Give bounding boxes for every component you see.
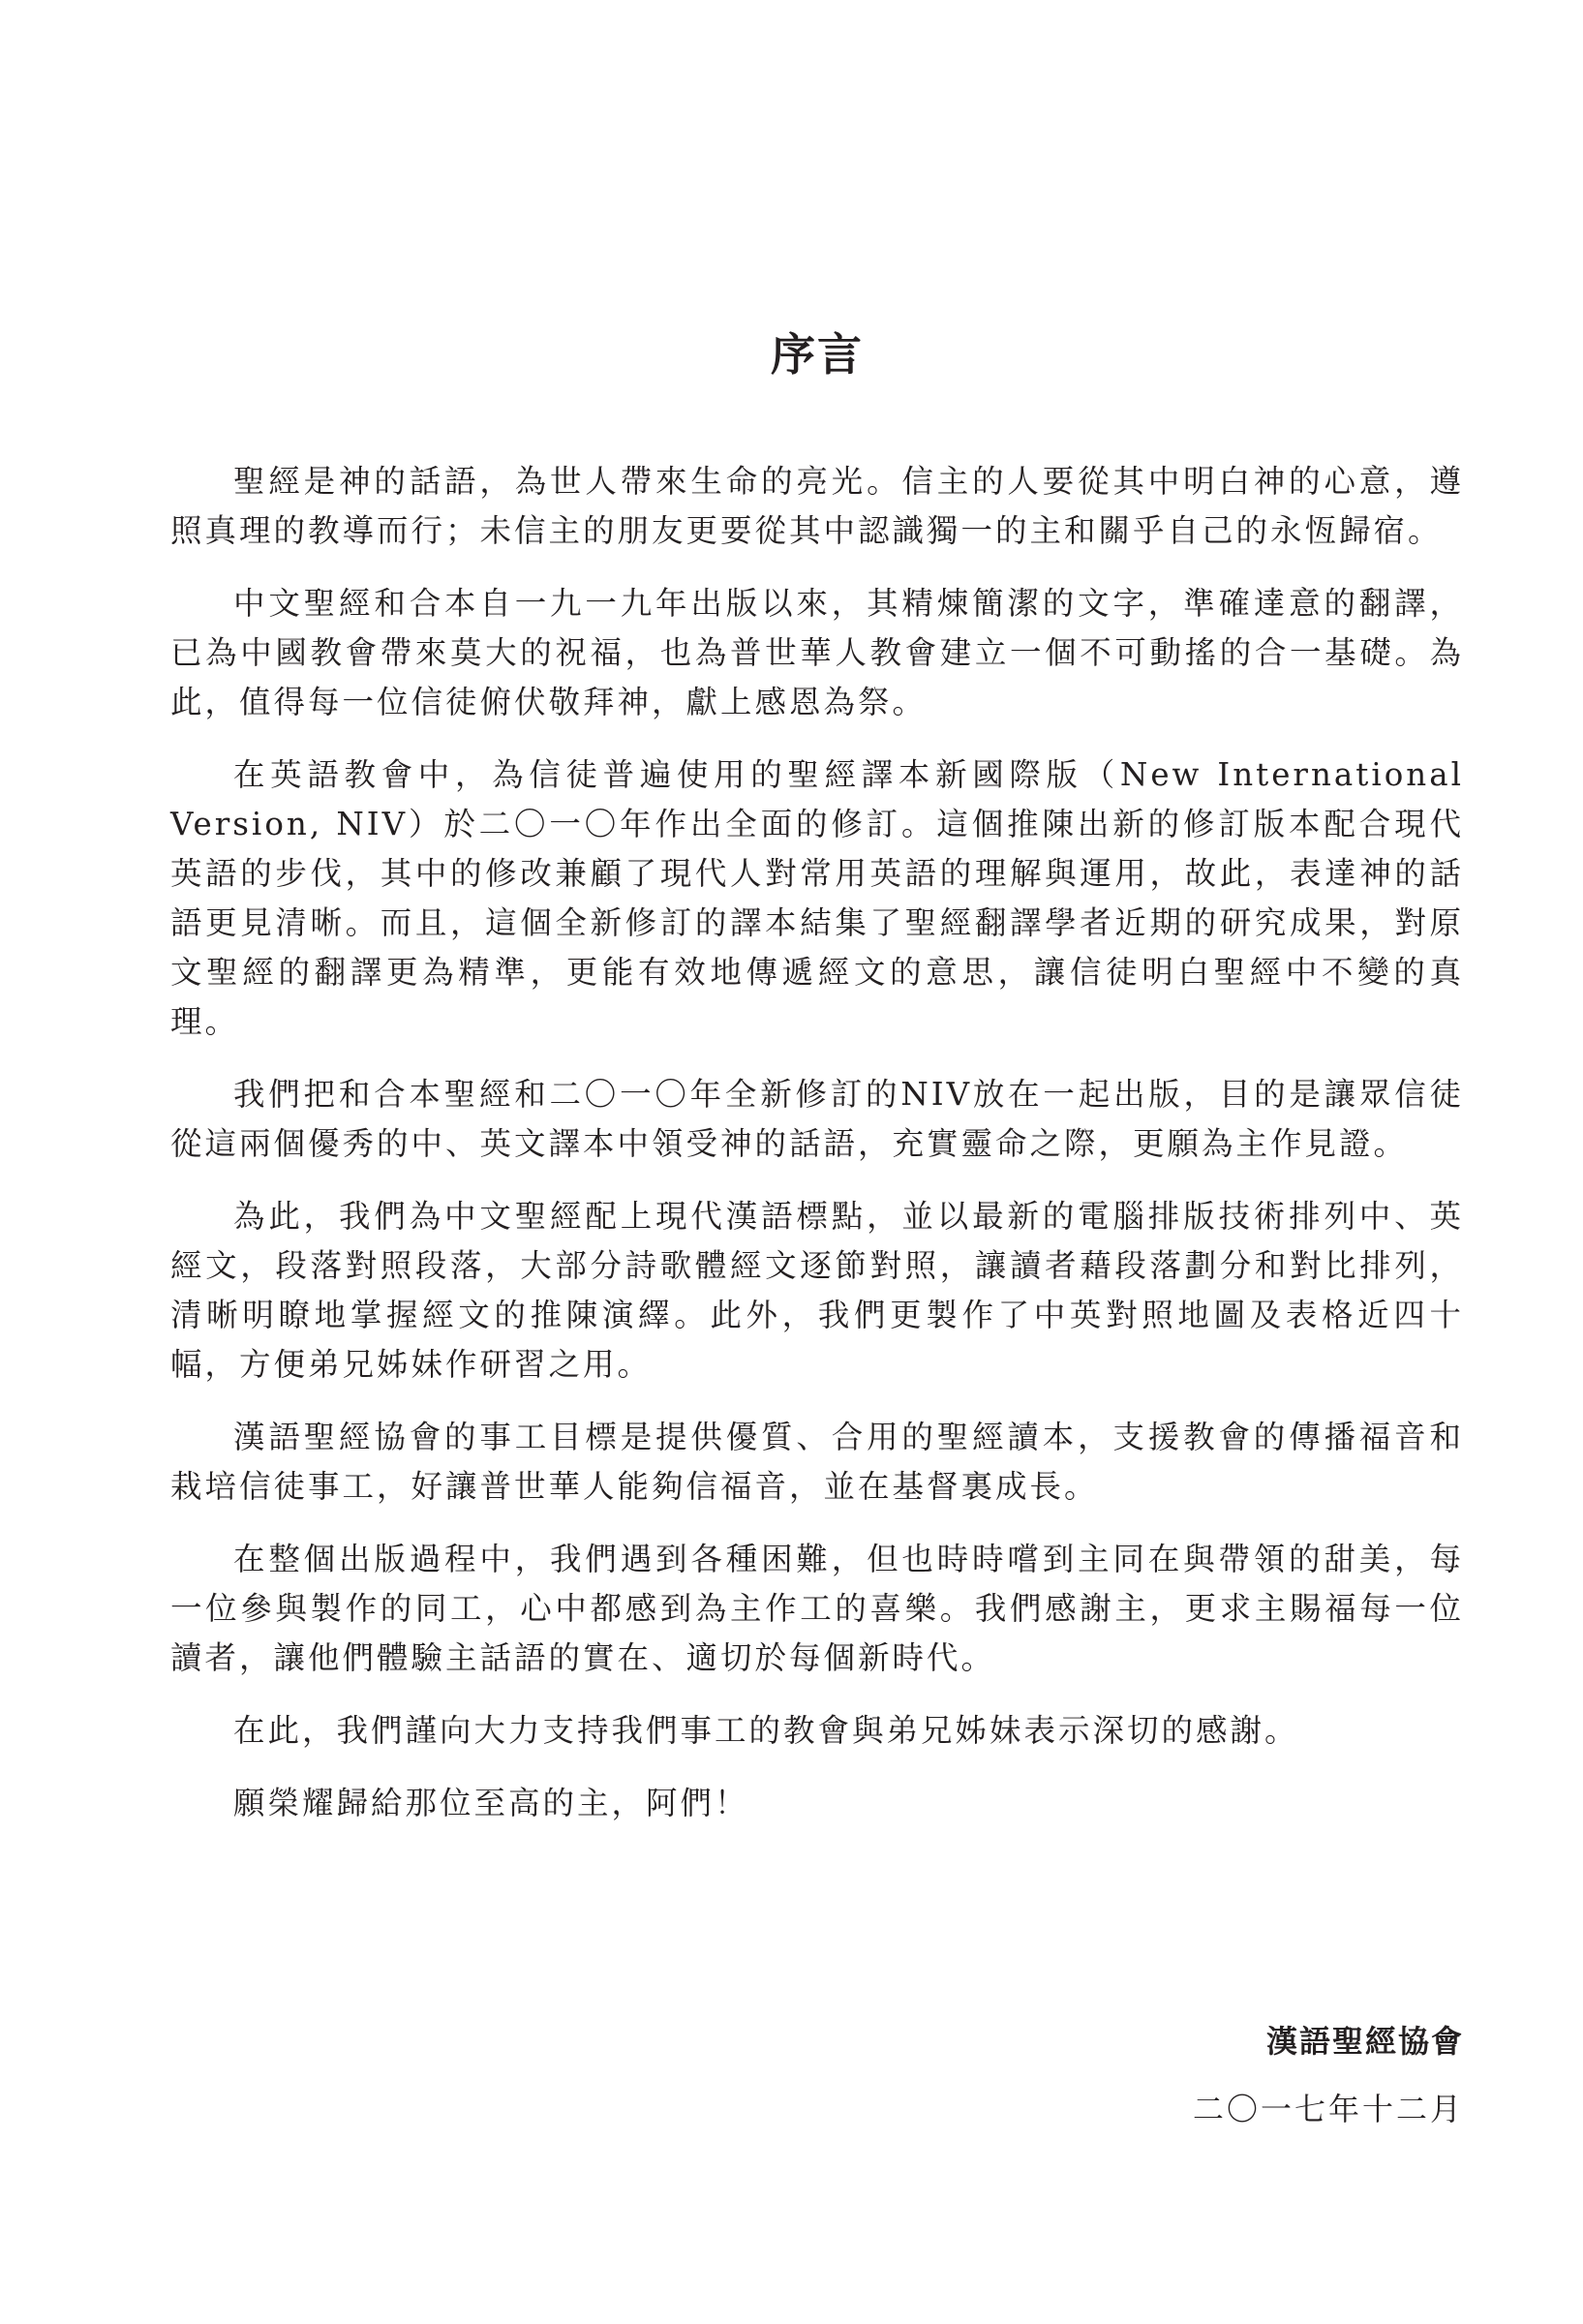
paragraph-8: 在此，我們謹向大力支持我們事工的教會與弟兄姊妹表示深切的感謝。 [233, 1712, 1299, 1749]
organization-name: 漢語聖經協會 [1265, 2023, 1464, 2060]
paragraph-4: 我們把和合本聖經和二〇一〇年全新修訂的NIV放在一起出版，目的是讓眾信徒從這兩個優秀的中、英文譯本中領受神的話語，充實靈命之際，更願為主作見證。 [170, 1076, 1464, 1162]
paragraph-5: 為此，我們為中文聖經配上現代漢語標點，並以最新的電腦排版技術排列中、英經文，段落對照段落，大部分詩歌體經文逐節對照，讓讀者藉段落劃分和對比排列，清晰明瞭地掌握經文的推陳演繹。此外，我們更製作了中英對照地圖及表格近四十幅，方便弟兄姊妹作研習之用。 [170, 1198, 1464, 1383]
signature-block [1193, 2016, 1464, 2134]
page-title: 序言 [771, 328, 864, 381]
paragraph-6: 漢語聖經協會的事工目標是提供優質、合用的聖經讀本，支援教會的傳播福音和栽培信徒事工，好讓普世華人能夠信福音，並在基督裏成長。 [170, 1419, 1464, 1505]
signature-date: 二〇一七年十二月 [1192, 2091, 1464, 2127]
paragraph-3: 在英語教會中，為信徒普遍使用的聖經譯本新國際版（New International Version, NIV）於二〇一〇年作出全面的修訂。這個推陳出新的修訂版本配合現代英語的步伐，其中的修改兼顧了現代人對常用英語的理解與運用，故此，表達神的話語更見清晰。而且，這個全新修訂的譯本結集了聖經翻譯學者近期的研究成果，對原文聖經的翻譯更為精準，更能有效地傳遞經文的意思，讓信徒明白聖經中不變的真理。 [170, 756, 1464, 1040]
paragraph-7: 在整個出版過程中，我們遇到各種困難，但也時時嚐到主同在與帶領的甜美，每一位參與製作的同工，心中都感到為主作工的喜樂。我們感謝主，更求主賜福每一位讀者，讓他們體驗主話語的實在、適切於每個新時代。 [170, 1541, 1464, 1676]
paragraph-2: 中文聖經和合本自一九一九年出版以來，其精煉簡潔的文字，準確達意的翻譯，已為中國教會帶來莫大的祝福，也為普世華人教會建立一個不可動搖的合一基礎。為此，值得每一位信徒俯伏敬拜神，獻上感恩為祭。 [170, 585, 1464, 720]
preface-page [170, 0, 1464, 2324]
paragraph-9: 願榮耀歸給那位至高的主，阿們！ [233, 1785, 749, 1821]
preface-body [170, 457, 1464, 1851]
paragraph-1: 聖經是神的話語，為世人帶來生命的亮光。信主的人要從其中明白神的心意，遵照真理的教導而行；未信主的朋友更要從其中認識獨一的主和關乎自己的永恆歸宿。 [170, 463, 1464, 549]
